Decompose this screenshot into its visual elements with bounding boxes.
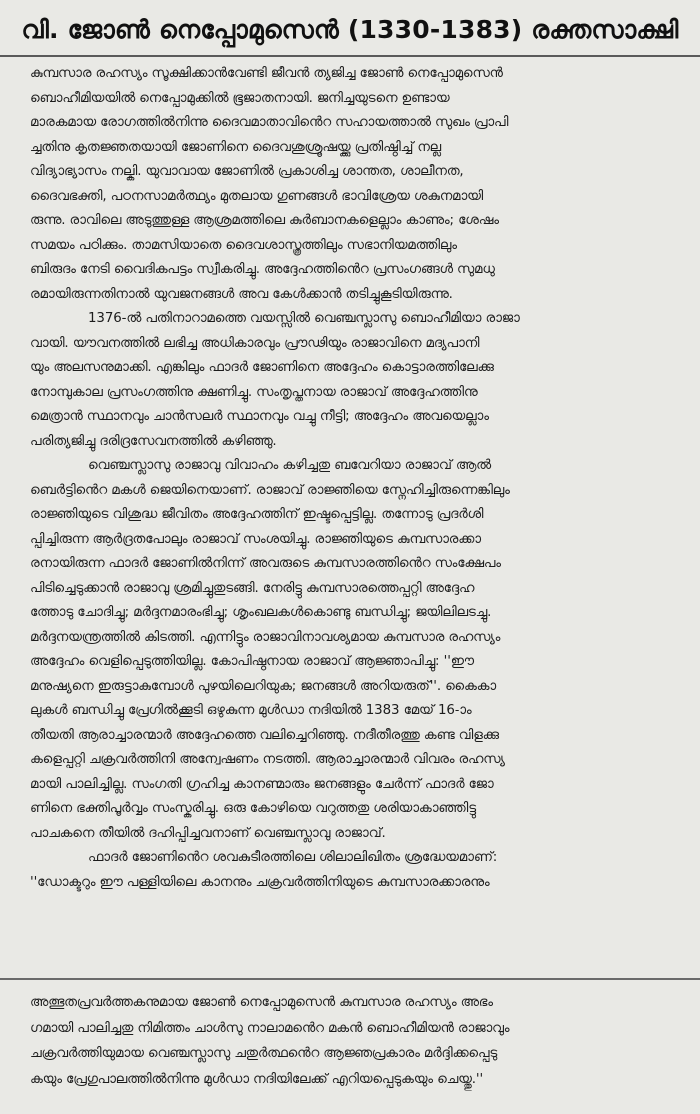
text-line: കയും പ്രേഗുപാലത്തിൽനിന്നു മുൾഡാ നദിയിലേക്ക് എറിയപ്പെടുകയും ചെയ്തു.'' xyxy=(30,1071,484,1087)
text-line: രുന്നു. രാവിലെ അടുത്തുള്ള ആശ്രമത്തിലെ കുർബാനകളെല്ലാം കാണും; ശേഷം xyxy=(30,213,499,228)
paragraph-3 xyxy=(30,454,685,846)
page-title: വി. ജോൺ നെപ്പോമുസെൻ (1330-1383) രക്തസാക്ഷി xyxy=(21,15,679,44)
text-line: തീയതി ആരാച്ചാരന്മാർ അദ്ദേഹത്തെ വലിച്ചെറിഞ്ഞു. നദീതീരത്തു കണ്ട വിളക്കു xyxy=(30,727,499,743)
text-line: പരിത്യജിച്ചു ദരിദ്രസേവനത്തിൽ കഴിഞ്ഞു. xyxy=(30,433,277,449)
text-line: പ്പിച്ചിരുന്ന ആർദ്രതപോലും രാജാവ് സംശയിച്ചു. രാജ്ഞിയുടെ കുമ്പസാരക്കാ xyxy=(30,531,481,547)
text-line: ണിനെ ഭക്തിപൂർവ്വം സംസ്കരിച്ചു. ഒരു കോഴിയെ വറുത്തതു ശരിയാകാഞ്ഞിട്ടു xyxy=(30,801,476,816)
text-line: രനായിരുന്ന ഫാദർ ജോണിൽനിന്ന് അവരുടെ കുമ്പസാരത്തിൻെറ സംക്ഷേപം xyxy=(30,556,501,571)
text-line: 1376-ൽ പതിനാറാമത്തെ വയസ്സിൽ വെഞ്ചസ്ലാസു ബൊഹീമിയാ രാജാ xyxy=(88,311,520,326)
text-line: മർദ്ദനയന്ത്രത്തിൽ കിടത്തി. എന്നിട്ടും രാജാവിനാവശ്യമായ കുമ്പസാര രഹസ്യം xyxy=(30,629,501,645)
text-line: ബിരുദം നേടി വൈദികപട്ടം സ്വീകരിച്ചു. അദ്ദേഹത്തിൻെറ പ്രസംഗങ്ങൾ സുമധു xyxy=(30,262,495,277)
title-divider xyxy=(0,55,700,57)
text-line: രാജ്ഞിയുടെ വിശുദ്ധ ജീവിതം അദ്ദേഹത്തിന് ഇഷ്ടപ്പെട്ടില്ല. തന്നോടു പ്രദർശി xyxy=(30,507,484,522)
text-line: മായി പാലിച്ചില്ല. സംഗതി ഗ്രഹിച്ച കാനണ്മാരും ജനങ്ങളും ചേർന്ന് ഫാദർ ജോ xyxy=(30,776,494,792)
text-line: സമയം പഠിക്കും. താമസിയാതെ ദൈവശാസ്ത്രത്തിലും സഭാനിയമത്തിലും xyxy=(30,237,457,253)
text-line: നോമ്പുകാല പ്രസംഗത്തിനു ക്ഷണിച്ചു. സംതൃപ്തനായ രാജാവ് അദ്ദേഹത്തിനു xyxy=(30,384,478,400)
text-line: ബെർട്ടിൻെറ മകൾ ജെയിനെയാണ്. രാജാവ് രാജ്ഞിയെ സ്നേഹിച്ചിരുന്നെങ്കിലും xyxy=(30,482,510,498)
text-line: പിടിച്ചെടുക്കാൻ രാജാവു ശ്രമിച്ചുതുടങ്ങി. നേരിട്ടു കുമ്പസാരത്തെപ്പറ്റി അദ്ദേഹ xyxy=(30,580,475,596)
text-line: വായി. യൗവനത്തിൽ ലഭിച്ച അധികാരവും പ്രൗഢിയും രാജാവിനെ മദ്യപാനി xyxy=(30,335,480,351)
paragraph-4 xyxy=(30,846,685,895)
text-line: അദ്ദേഹം വെളിപ്പെടുത്തിയില്ല. കോപിഷ്ഠനായ രാജാവ് ആജ്ഞാപിച്ചു: ''ഈ xyxy=(30,654,474,669)
text-line: ''ഡോക്ടറും ഈ പള്ളിയിലെ കാനനും ചക്രവർത്തിനിയുടെ കുമ്പസാരക്കാരനും xyxy=(30,874,490,890)
body-text xyxy=(30,62,685,895)
text-line: യും അലസനുമാക്കി. എങ്കിലും ഫാദർ ജോണിനെ അദ്ദേഹം കൊട്ടാരത്തിലേക്കു xyxy=(30,360,494,375)
text-line: ഗമായി പാലിച്ചതു നിമിത്തം ചാൾസു നാലാമൻെറ മകൻ ബൊഹീമിയൻ രാജാവും xyxy=(30,1020,510,1036)
text-line: ചക്രവർത്തിയുമായ വെഞ്ചസ്ലാസു ചതുർത്ഥൻെറ ആജ്ഞപ്രകാരം മർദ്ദിക്കപ്പെടു xyxy=(30,1046,498,1061)
paragraph-2 xyxy=(30,307,685,454)
text-line: മെത്രാൻ സ്ഥാനവും ചാൻസലർ സ്ഥാനവും വച്ചു നീട്ടി; അദ്ദേഹം അവയെല്ലാം xyxy=(30,409,489,424)
text-line: ച്ചതിനു കൃതജ്ഞതയായി ജോണിനെ ദൈവശുശ്രൂഷയ്ക്കു പ്രതിഷ്ഠിച്ച് നല്ല xyxy=(30,139,442,155)
text-line: കളെപ്പറ്റി ചക്രവർത്തിനി അന്വേഷണം നടത്തി. ആരാച്ചാരന്മാർ വിവരം രഹസ്യ xyxy=(30,752,505,767)
section-divider xyxy=(0,978,700,980)
text-line: രമായിരുന്നതിനാൽ യുവജനങ്ങൾ അവ കേൾക്കാൻ തടിച്ചുകൂടിയിരുന്നു. xyxy=(30,286,453,302)
text-line: അത്ഭുതപ്രവർത്തകനുമായ ജോൺ നെപ്പോമുസെൻ കുമ്പസാര രഹസ്യം അഭം xyxy=(30,995,493,1010)
text-line: വെഞ്ചസ്ലാസു രാജാവു വിവാഹം കഴിച്ചതു ബവേറിയാ രാജാവ് ആൽ xyxy=(88,458,491,473)
text-line: ബൊഹീമിയയിൽ നെപ്പോമുക്കിൽ ഭൂജാതനായി. ജനിച്ചയുടനെ ഉണ്ടായ xyxy=(30,90,450,106)
text-line: ദൈവഭക്തി, പഠനസാമർത്ഥ്യം മുതലായ ഗുണങ്ങൾ ഭാവിശ്രേയ ശകുനമായി xyxy=(30,188,484,204)
text-line: പാചകനെ തീയിൽ ദഹിപ്പിച്ചവനാണ് വെഞ്ചസ്ലാവു രാജാവ്. xyxy=(30,825,386,841)
text-line: കുമ്പസാര രഹസ്യം സൂക്ഷിക്കാൻവേണ്ടി ജീവൻ ത്യജിച്ച ജോൺ നെപ്പോമുസെൻ xyxy=(30,66,503,81)
text-line: ഫാദർ ജോണിൻെറ ശവകുടീരത്തിലെ ശിലാലിഖിതം ശ്രദ്ധേയമാണ്: xyxy=(88,850,498,865)
text-line: ലുകൾ ബന്ധിച്ചു പ്രേഗിൽക്കൂടി ഒഴുകുന്ന മുൾഡാ നദിയിൽ 1383 മേയ് 16-ാം xyxy=(30,703,472,718)
text-line: മനുഷ്യനെ ഇരുട്ടാകുമ്പോൾ പുഴയിലെറിയുക; ജനങ്ങൾ അറിയരുത്''. കൈകാ xyxy=(30,678,497,694)
text-line: വിദ്യാഭ്യാസം നല്കി. യുവാവായ ജോണിൽ പ്രകാശിച്ച ശാന്തത, ശാലീനത, xyxy=(30,164,464,179)
paragraph-1 xyxy=(30,62,685,307)
footer-text xyxy=(30,990,685,1092)
text-line: മാരകമായ രോഗത്തിൽനിന്നു ദൈവമാതാവിൻെറ സഹായത്താൽ സുഖം പ്രാപി xyxy=(30,115,509,130)
text-line: ത്തോടു ചോദിച്ചു; മർദ്ദനമാരംഭിച്ചു; ശൃംഖലകൾകൊണ്ടു ബന്ധിച്ചു; ജയിലിലടച്ചു. xyxy=(30,605,492,620)
